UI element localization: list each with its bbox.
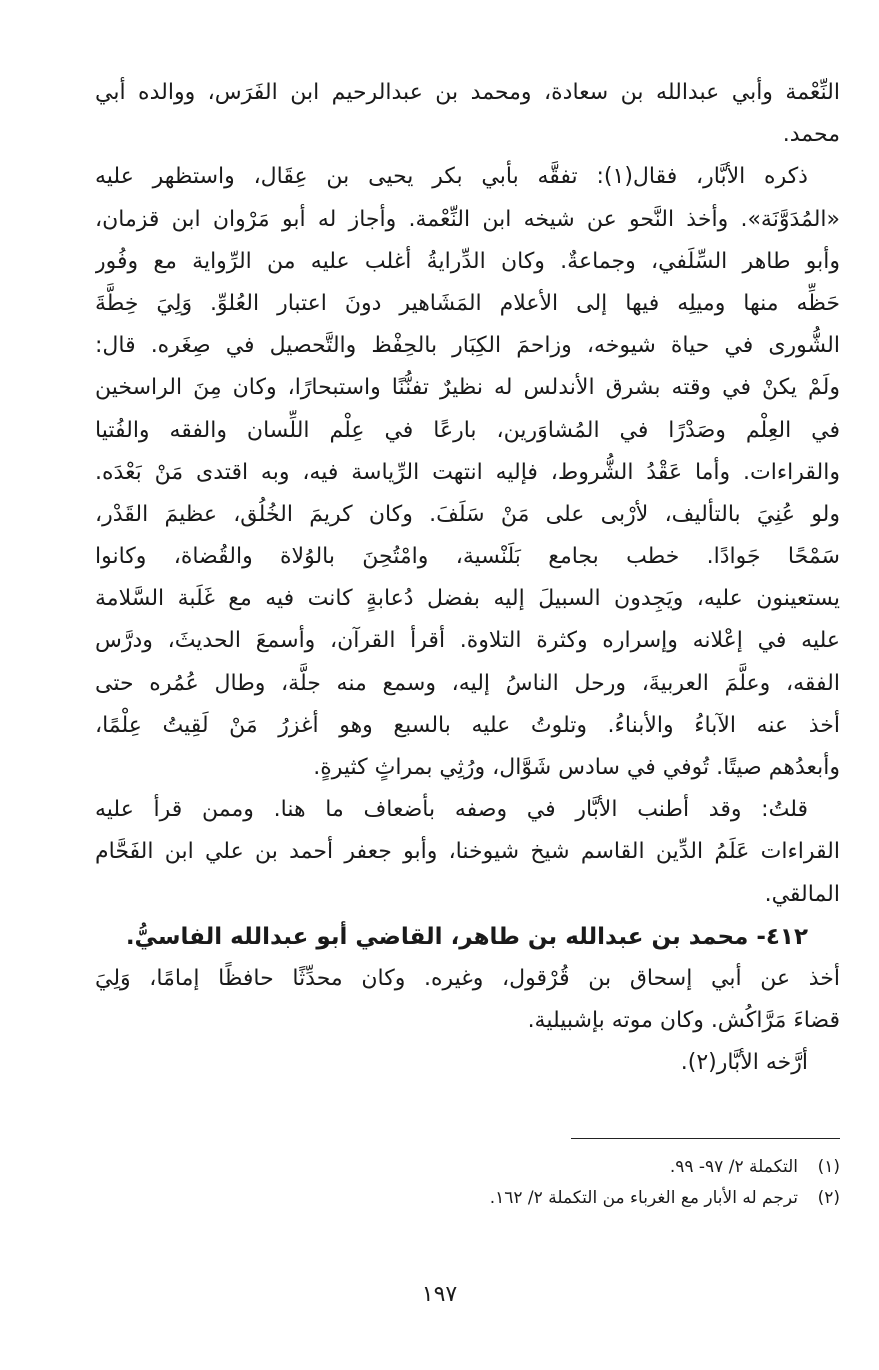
entry-heading: ٤١٢- محمد بن عبدالله بن طاهر، القاضي أبو عبدالله الفاسيُّ. xyxy=(125,923,808,950)
text-line: الفقه، وعلَّمَ العربيةَ، ورحل الناسُ إليه، وسمع منه جلَّة، وطال عُمُره حتى xyxy=(95,670,840,696)
main-text xyxy=(95,72,840,1085)
footnote xyxy=(95,1152,840,1183)
text-line: قضاءَ مَرَّاكُش. وكان موته بإشبيلية. xyxy=(527,1008,840,1034)
text-line: محمد. xyxy=(782,122,840,148)
footnotes xyxy=(95,1152,840,1214)
text-line: ولو عُنِيَ بالتأليف، لأرْبى على مَنْ سَلَفَ. وكان كريمَ الخُلُق، عظيمَ القَدْر، xyxy=(95,501,840,527)
text-line: وأبعدُهم صيتًا. تُوفي في سادس شَوَّال، ورُثِي بمراثٍ كثيرةٍ. xyxy=(313,755,840,780)
text-line: أرَّخه الأبَّار(٢). xyxy=(680,1050,808,1076)
text-line: عليه في إعْلانه وإسراره وكثرة التلاوة. أقرأ القرآن، وأسمعَ الحديثَ، ودرَّس xyxy=(95,628,840,654)
text-line: قلتُ: وقد أطنب الأبَّار في وصفه بأضعاف ما هنا. وممن قرأ عليه xyxy=(95,797,808,823)
text-line: القراءات عَلَمُ الدِّين القاسم شيخ شيوخنا، وأبو جعفر أحمد بن علي ابن الفَحَّام xyxy=(95,839,840,865)
text-line: أخذ عنه الآباءُ والأبناءُ. وتلوتُ عليه بالسبع وهو أغزرُ مَنْ لَقِيتُ عِلْمًا، xyxy=(95,712,840,738)
text-line: «المُدَوَّنَة». وأخذ النَّحو عن شيخه ابن النِّعْمة. وأجاز له أبو مَرْوان ابن قزمان، xyxy=(95,206,840,232)
footnote-text: التكملة ٢/ ٩٧- ٩٩. xyxy=(669,1157,798,1177)
text-line: والقراءات. وأما عَقْدُ الشُّروط، فإليه انتهت الرِّياسة فيه، وبه اقتدى مَنْ بَعْدَه. xyxy=(95,459,840,485)
text-line: ولَمْ يكنْ في وقته بشرق الأندلس له نظيرٌ تفنُّنًا واستبحارًا، وكان مِنَ الراسخين xyxy=(95,375,840,401)
footnote-text: ترجم له الأبار مع الغرباء من التكملة ٢/ ١٦٢. xyxy=(489,1188,798,1208)
text-line: الشُّورى في حياة شيوخه، وزاحمَ الكِبَار بالحِفْظ والتَّحصيل في صِغَره. قال: xyxy=(95,333,840,359)
text-line: ذكره الأبَّار، فقال(١): تفقَّه بأبي بكر يحيى بن عِقَال، واستظهر عليه xyxy=(95,164,808,190)
text-line: أخذ عن أبي إسحاق بن قُرْقول، وغيره. وكان محدِّثًا حافظًا إمامًا، وَلِيَ xyxy=(95,965,840,991)
footnote xyxy=(95,1183,840,1214)
page-number: ١٩٧ xyxy=(421,1282,458,1307)
text-line: حَظِّه منها وميلِه فيها إلى الأعلام المَشَاهير دونَ اعتبار العُلوِّ. وَلِيَ خِطَّةَ xyxy=(95,290,840,316)
text-line: وأبو طاهر السِّلَفي، وجماعةٌ. وكان الدِّرايةُ أغلب عليه من الرِّواية مع وفُور xyxy=(95,248,840,274)
footnote-number: (١) xyxy=(817,1157,840,1177)
text-line: في العِلْم وصَدْرًا في المُشاوَرين، بارعًا في عِلْم اللِّسان والفقه والفُتيا xyxy=(95,417,840,443)
text-line: المالقي. xyxy=(764,881,840,907)
footnote-number: (٢) xyxy=(817,1188,840,1208)
footnote-separator xyxy=(571,1138,840,1139)
text-line: سَمْحًا جَوادًا. خطب بجامع بَلَنْسية، وامْتُحِنَ بالوُلاة والقُضاة، وكانوا xyxy=(95,544,840,570)
text-line: يستعينون عليه، ويَجِدون السبيلَ إليه بفضل دُعابةٍ كانت فيه مع غَلَبة السَّلامة xyxy=(95,586,840,612)
text-line: النِّعْمة وأبي عبدالله بن سعادة، ومحمد بن عبدالرحيم ابن الفَرَس، ووالده أبي xyxy=(95,80,840,105)
